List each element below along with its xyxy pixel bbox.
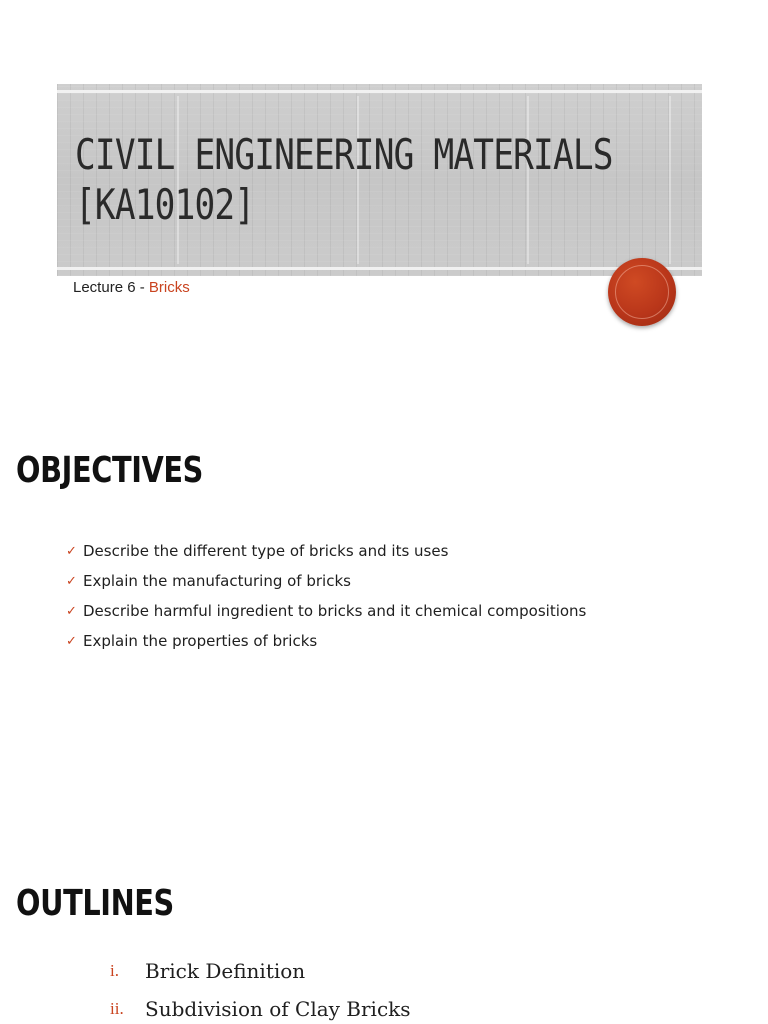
outline-text: Brick Definition [145, 959, 306, 983]
slide-subtitle [73, 279, 190, 296]
banner-texture-line [669, 96, 671, 264]
list-item [110, 990, 411, 1024]
objectives-heading: OBJECTIVES [16, 450, 204, 491]
outlines-list [110, 952, 411, 1024]
check-icon: ✓ [66, 633, 77, 649]
slide-title-line2: [KA10102] [75, 180, 255, 229]
objective-text: Explain the manufacturing of bricks [83, 572, 351, 590]
outline-text: Subdivision of Clay Bricks [145, 997, 411, 1021]
objective-text: Explain the properties of bricks [83, 632, 318, 650]
slide-title [75, 130, 613, 230]
subtitle-prefix: Lecture 6 - [73, 279, 149, 296]
objectives-slide [0, 400, 768, 800]
outlines-heading: OUTLINES [16, 883, 174, 924]
list-item [110, 952, 411, 990]
title-banner [57, 84, 702, 276]
outline-numeral: i. [110, 961, 119, 980]
check-icon: ✓ [66, 603, 77, 619]
title-slide [0, 0, 768, 400]
check-icon: ✓ [66, 543, 77, 559]
list-item [66, 566, 586, 596]
list-item [66, 536, 586, 566]
objective-text: Describe the different type of bricks and its uses [83, 542, 449, 560]
list-item [66, 626, 586, 656]
banner-rule-top [57, 90, 702, 93]
slide-title-line1: CIVIL ENGINEERING MATERIALS [75, 130, 613, 179]
objective-text: Describe harmful ingredient to bricks and it chemical compositions [83, 602, 587, 620]
outlines-slide [0, 800, 768, 1024]
objectives-list [66, 536, 586, 656]
subtitle-accent: Bricks [148, 279, 190, 296]
red-circle-decoration [608, 258, 676, 326]
list-item [66, 596, 586, 626]
check-icon: ✓ [66, 573, 77, 589]
outline-numeral: ii. [110, 999, 124, 1018]
banner-rule-bottom [57, 267, 702, 270]
